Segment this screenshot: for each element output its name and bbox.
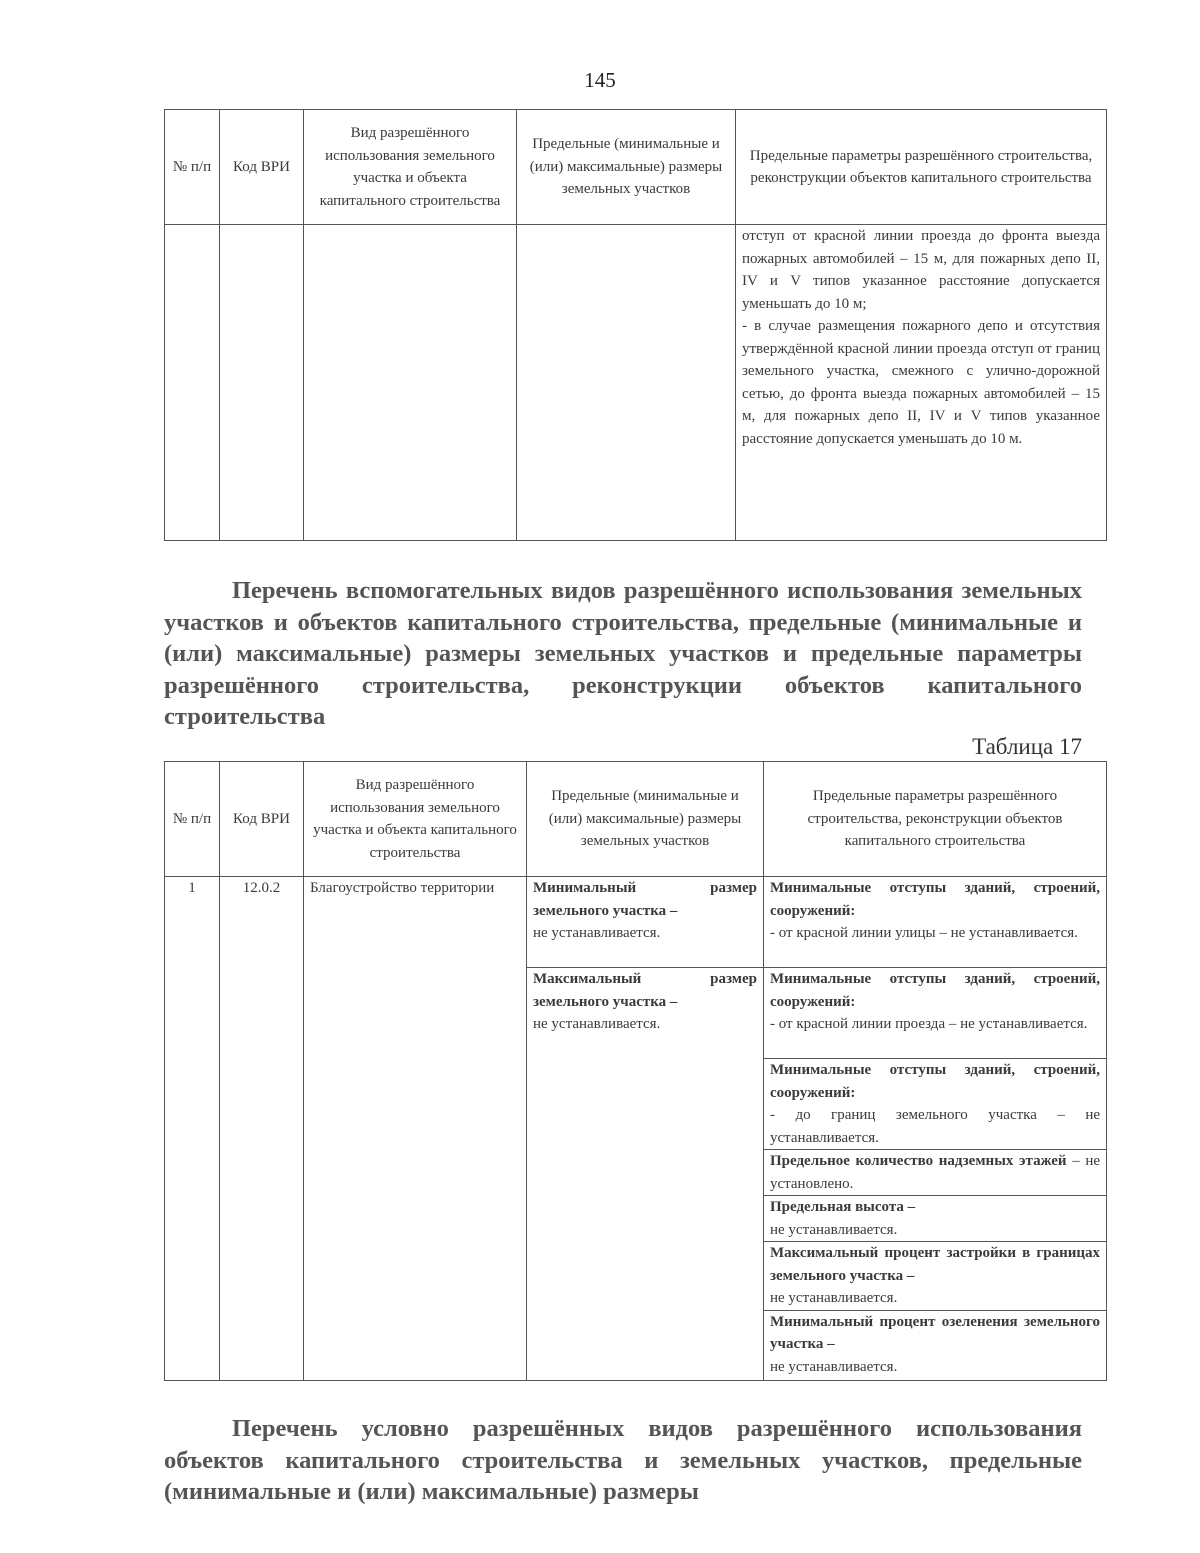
plot-max-label: Максимальный размер земельного участка – [533,971,757,1010]
header-build-params: Предельные параметры разрешённого строительства, реконструкции объектов капитального строительства [736,110,1107,225]
cell-num: 1 [165,877,220,1381]
header-code: Код ВРИ [220,762,304,877]
cell-plot-sizes [517,225,736,541]
heading-conditional-uses: Перечень условно разрешённых видов разрешённого использования объектов капитального строительства и земельных участков, предельные (минимальные и (или) максимальные) размеры [164,1415,1082,1505]
param-value: не устанавливается. [770,1290,898,1306]
param-cell [764,1059,1107,1150]
cell-code: 12.0.2 [220,877,304,1381]
table-row [165,877,1107,968]
param-value: - от красной линии улицы – не устанавливается. [770,925,1078,941]
param-label: Минимальный процент озеленения земельного участка – [770,1313,1100,1352]
page-number: 145 [584,68,616,92]
cell-plot-min [527,877,764,968]
cell-use-type [304,225,517,541]
param-cell [764,1150,1107,1196]
continuation-table [164,109,1107,541]
param-value: - от красной линии проезда – не устанавливается. [770,1016,1088,1032]
table-header-row [165,110,1107,225]
table-row [165,225,1107,541]
header-build-params: Предельные параметры разрешённого строительства, реконструкции объектов капитального строительства [764,762,1107,877]
header-use-type: Вид разрешённого использования земельного участка и объекта капитального строительства [304,110,517,225]
cell-num [165,225,220,541]
param-value: - до границ земельного участка – не устанавливается. [770,1107,1100,1146]
cell-plot-max [527,968,764,1381]
table-header-row [165,762,1107,877]
header-num: № п/п [165,110,220,225]
plot-min-value: не устанавливается. [533,925,661,941]
param-cell [764,877,1107,968]
param-value: не устанавливается. [770,1358,898,1375]
param-value: – не установлено. [770,1153,1100,1192]
plot-max-value: не устанавливается. [533,1016,661,1032]
header-use-type: Вид разрешённого использования земельного участка и объекта капитального строительства [304,762,527,877]
table-label: Таблица 17 [972,734,1082,759]
cell-build-params-continuation: отступ от красной линии проезда до фронта выезда пожарных автомобилей – 15 м, для пожарных депо II, IV и V типов указанное расстояние допускается уменьшать до 10 м; - в случае размещения пожарного депо и отсутствия утверждённой красной линии проезда отступ от границ земельного участка, смежного с улично-дорожной сетью, до фронта выезда пожарных автомобилей – 15 м, для пожарных депо II, IV и V типов указанное расстояние допускается уменьшать до 10 м. [736,225,1107,541]
param-cell [764,968,1107,1059]
header-plot-sizes: Предельные (минимальные и (или) максимальные) размеры земельных участков [527,762,764,877]
param-label: Минимальные отступы зданий, строений, сооружений: [770,880,1100,919]
header-code: Код ВРИ [220,110,304,225]
param-label: Минимальные отступы зданий, строений, сооружений: [770,1062,1100,1101]
cell-use-type: Благоустройство территории [304,877,527,1381]
plot-min-label: Минимальный размер земельного участка – [533,880,757,919]
param-label: Предельное количество надземных этажей [770,1153,1067,1169]
param-label: Предельная высота – [770,1199,916,1215]
cell-code [220,225,304,541]
param-cell [764,1310,1107,1380]
header-plot-sizes: Предельные (минимальные и (или) максимальные) размеры земельных участков [517,110,736,225]
param-cell [764,1196,1107,1242]
heading-auxiliary-uses: Перечень вспомогательных видов разрешённого использования земельных участков и объектов капитального строительства, предельные (минимальные и (или) максимальные) размеры земельных участков и предельные параметры разрешённого строительства, реконструкции объектов капитального строительства [164,577,1082,730]
param-label: Максимальный процент застройки в границах земельного участка – [770,1245,1100,1284]
param-value: не устанавливается. [770,1221,898,1238]
param-label: Минимальные отступы зданий, строений, сооружений: [770,971,1100,1010]
param-cell [764,1242,1107,1311]
header-num: № п/п [165,762,220,877]
table-17 [164,761,1107,1381]
